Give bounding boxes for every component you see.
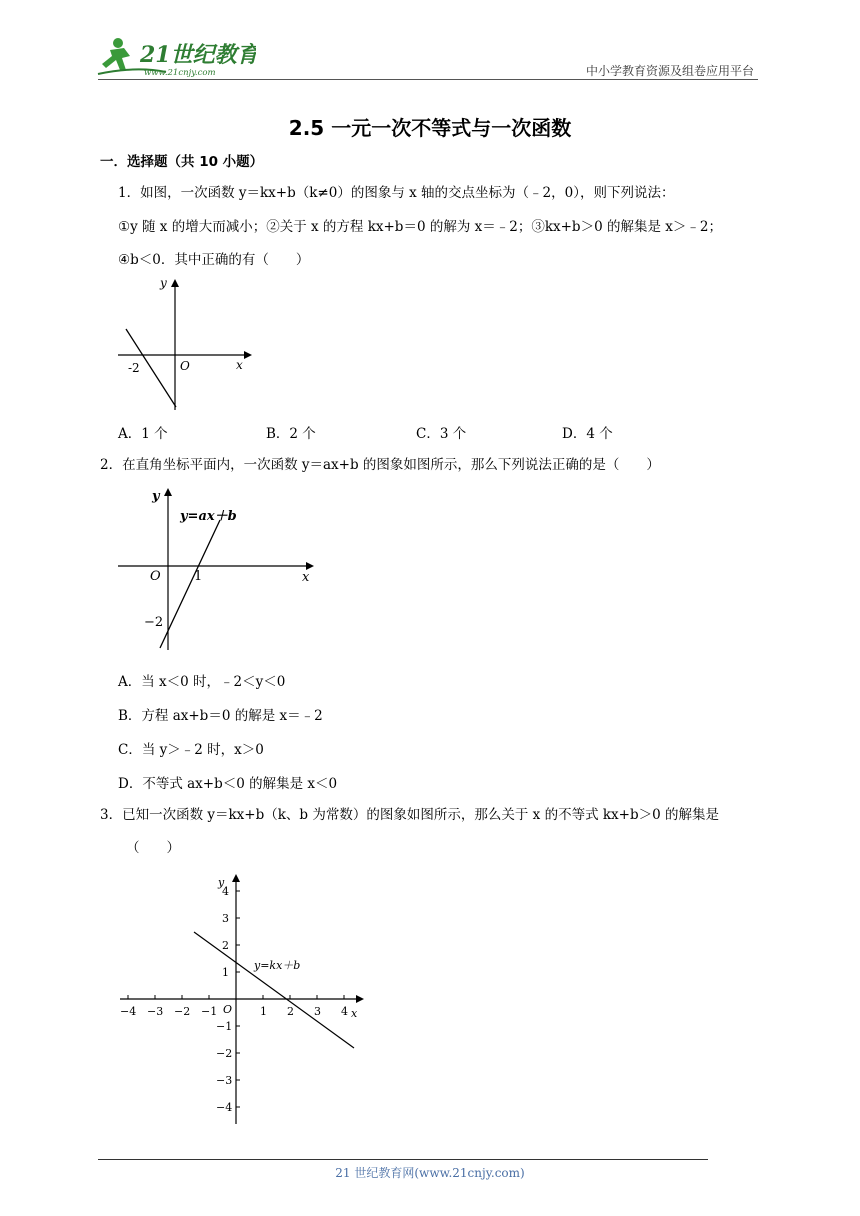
q2-option-d: D．不等式 ax+b＜0 的解集是 x＜0 xyxy=(118,776,338,792)
q1-tick-label: -2 xyxy=(128,361,140,375)
q3-y-label: y xyxy=(218,876,225,889)
page-title: 2.5 一元一次不等式与一次函数 xyxy=(288,116,572,140)
footer-divider xyxy=(98,1159,708,1160)
logo-text: 21世纪教育 xyxy=(140,42,256,68)
q3-stem: 3．已知一次函数 y＝kx+b（k、b 为常数）的图象如图所示，那么关于 x 的不等式 kx+b＞0 的解集是 xyxy=(100,807,719,823)
q3-y-tick-label: 1 xyxy=(222,966,229,979)
q1-option-d: D．4 个 xyxy=(562,426,613,442)
q1-origin-label: O xyxy=(180,359,190,373)
q2-stem: 2．在直角坐标平面内，一次函数 y＝ax+b 的图象如图所示，那么下列说法正确的是（ ） xyxy=(100,457,660,473)
q3-x-label: x xyxy=(351,1007,358,1020)
q3-origin-label: O xyxy=(223,1003,233,1016)
q2-option-c: C．当 y＞﹣2 时，x＞0 xyxy=(118,742,264,758)
q2-x-tick: 1 xyxy=(194,569,203,584)
q1-statements: ①y 随 x 的增大而减小；②关于 x 的方程 kx+b＝0 的解为 x＝﹣2；③kx+b＞0 的解集是 x＞﹣2； xyxy=(118,219,722,235)
q3-answer-paren: （ ） xyxy=(126,840,180,856)
header-platform-text: 中小学教育资源及组卷应用平台 xyxy=(585,64,754,78)
q3-x-tick-label: −2 xyxy=(174,1005,191,1018)
q1-prompt: ④b＜0．其中正确的有（ ） xyxy=(118,252,310,268)
q3-x-tick-label: 1 xyxy=(260,1005,267,1018)
q3-y-tick-label: 3 xyxy=(222,912,229,925)
site-logo xyxy=(96,34,256,78)
q2-y-label: y xyxy=(152,489,160,504)
q3-x-tick-label: −3 xyxy=(147,1005,164,1018)
section-heading: 一．选择题（共 10 小题） xyxy=(100,154,264,170)
footer-text: 21 世纪教育网(www.21cnjy.com) xyxy=(335,1166,525,1180)
q1-x-label: x xyxy=(236,358,243,372)
q2-x-label: x xyxy=(302,570,310,585)
q1-y-label: y xyxy=(160,276,167,290)
q1-graph xyxy=(110,275,260,419)
q3-x-tick-label: 3 xyxy=(314,1005,321,1018)
q3-x-tick-label: −1 xyxy=(201,1005,218,1018)
q3-y-tick-label: −3 xyxy=(216,1074,233,1087)
q3-x-tick-label: 2 xyxy=(287,1005,294,1018)
q2-option-b: B．方程 ax+b＝0 的解是 x＝﹣2 xyxy=(118,708,323,724)
q3-y-tick-label: 4 xyxy=(222,885,229,898)
q3-y-tick-label: −1 xyxy=(216,1020,233,1033)
q3-y-tick-label: 2 xyxy=(222,939,229,952)
q3-y-tick-label: −4 xyxy=(216,1101,233,1114)
q2-graph xyxy=(110,480,330,659)
runner-logo-icon xyxy=(96,34,256,78)
q3-y-tick-label: −2 xyxy=(216,1047,233,1060)
q1-stem: 1．如图，一次函数 y＝kx+b（k≠0）的图象与 x 轴的交点坐标为（﹣2，0），则下列说法： xyxy=(118,185,675,201)
q2-y-tick: −2 xyxy=(144,615,164,630)
q1-option-b: B．2 个 xyxy=(266,426,316,442)
q3-graph xyxy=(110,870,370,1132)
q2-line-label: y=ax＋b xyxy=(180,509,237,524)
q3-x-tick-label: 4 xyxy=(341,1005,348,1018)
q2-option-a: A．当 x＜0 时，﹣2＜y＜0 xyxy=(118,674,286,690)
logo-url: www.21cnjy.com xyxy=(144,68,216,78)
q2-origin-label: O xyxy=(150,569,161,584)
q1-option-c: C．3 个 xyxy=(416,426,467,442)
q3-line-label: y=kx＋b xyxy=(254,959,301,972)
header-divider xyxy=(98,79,758,80)
q3-x-tick-label: −4 xyxy=(120,1005,137,1018)
q1-option-a: A．1 个 xyxy=(118,426,168,442)
